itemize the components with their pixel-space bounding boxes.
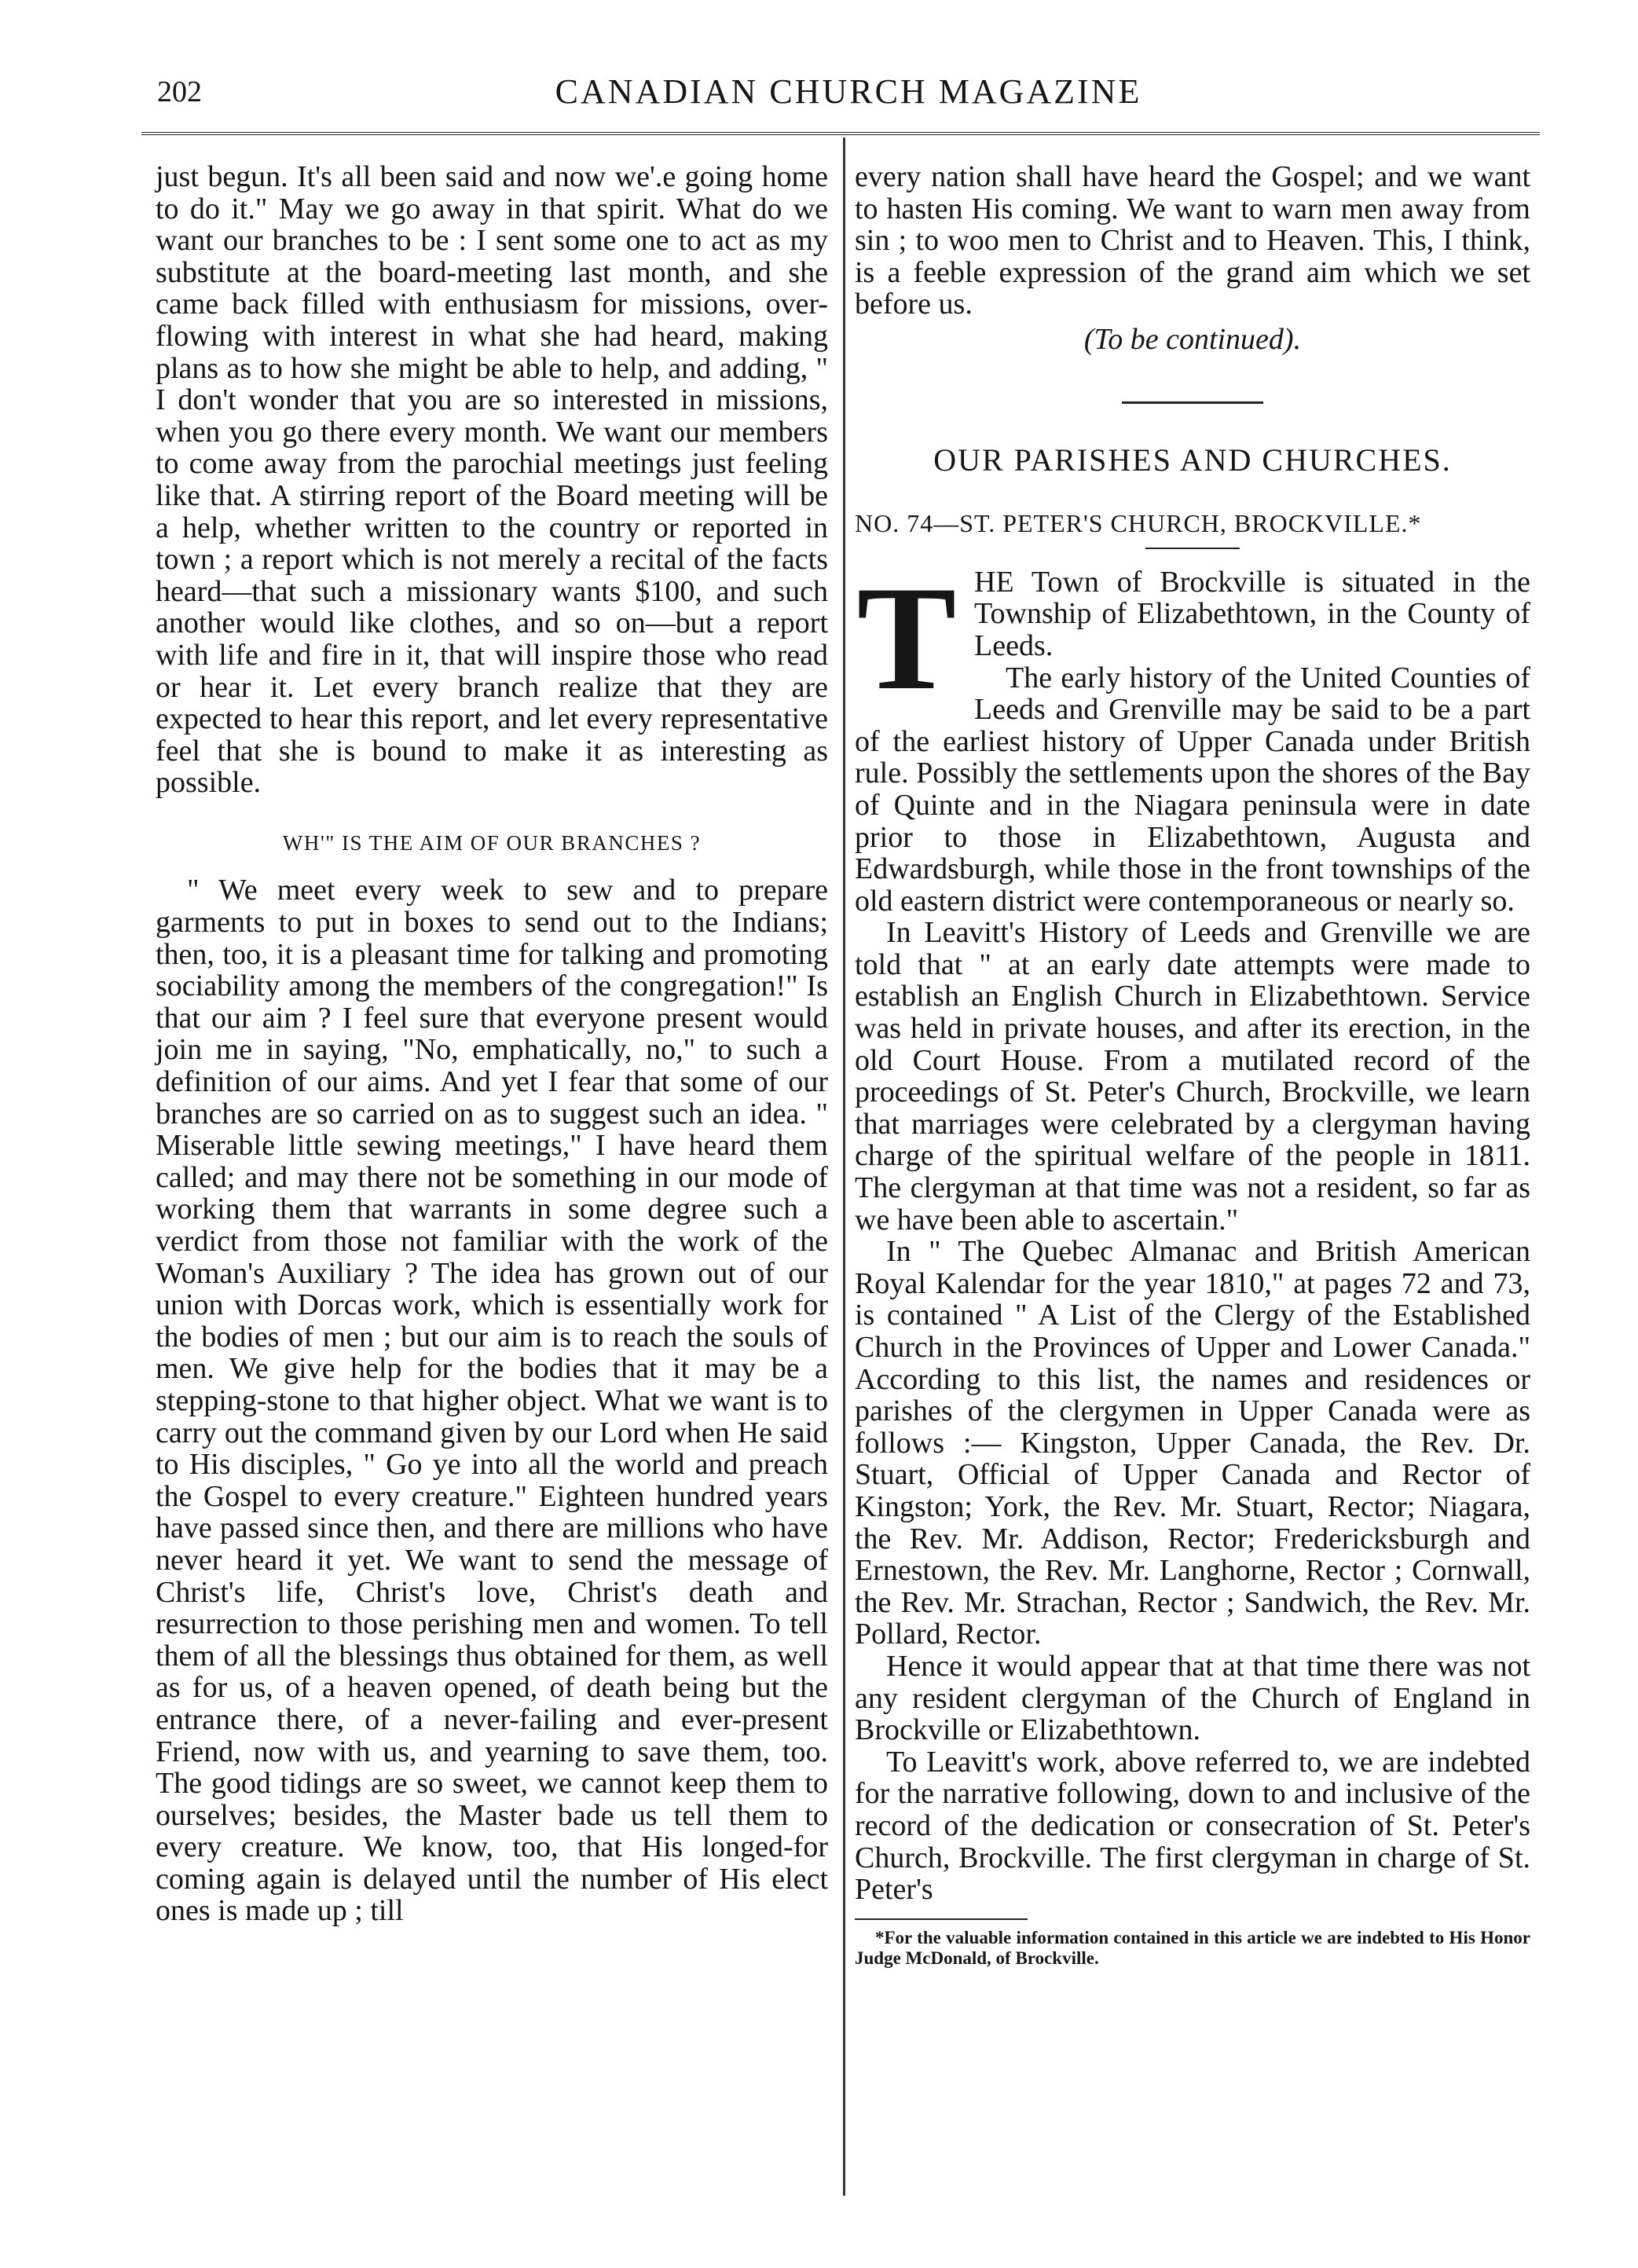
section-title-parishes: OUR PARISHES AND CHURCHES.: [933, 442, 1452, 478]
column-divider: [843, 137, 845, 2196]
article-number-heading: NO. 74—ST. PETER'S CHURCH, BROCKVILLE.*: [855, 509, 1422, 538]
section-heading-branches-aim: WH'" IS THE AIM OF OUR BRANCHES ?: [282, 830, 702, 855]
page-header: [157, 72, 1540, 130]
right-paragraph-3: The early history of the United Counties of Leeds and Grenville may be said to be a part of the earliest history of Upper Canada under British rule. Possibly the settlements upon the shores of the Bay of Quinte and in the Niagara peninsula were in date prior to those in Elizabethtown, Augusta and Edwardsburgh, while those in the front townships of the old eastern district were contemporaneous or nearly so.: [855, 661, 1530, 918]
right-column: [855, 161, 1530, 1969]
header-rule: [141, 132, 1540, 135]
footnote: *For the valuable information contained in this article we are indebted to His Honor Judge McDonald, of Brockville.: [855, 1927, 1530, 1968]
right-paragraph-5: In " The Quebec Almanac and British American Royal Kalendar for the year 1810," at pages 72 and 73, is contained " A List of the Clergy of the Established Church in the Provinces of Upper and Lower Canada." According to this list, the names and residences or parishes of the clergymen in Upper Canada were as follows :— Kingston, Upper Canada, the Rev. Dr. Stuart, Official of Upper Canada and Rector of Kingston; York, the Rev. Mr. Stuart, Rector; Niagara, the Rev. Mr. Addison, Rector; Fredericksburgh and Ernestown, the Rev. Mr. Langhorne, Rector ; Cornwall, the Rev. Mr. Strachan, Rector ; Sandwich, the Rev. Mr. Pollard, Rector.: [855, 1235, 1530, 1651]
article-heading-rule: [1145, 548, 1240, 549]
right-paragraph-7: To Leavitt's work, above referred to, we are indebted for the narrative following, down to and inclusive of the record of the dedication or consecration of St. Peter's Church, Brockville. The first clergyman in charge of St. Peter's: [855, 1745, 1530, 1907]
left-paragraph-2: " We meet every week to sew and to prepare garments to put in boxes to send out to the Indians; then, too, it is a pleasant time for talking and promoting sociability among the members of the congregation!" Is that our aim ? I feel sure that everyone present would join me in saying, "No, emphatically, no," to such a definition of our aims. And yet I fear that some of our branches are so carried on as to suggest such an idea. " Miserable little sewing meetings," I have heard them called; and may there not be something in our mode of working them that warrants in some degree such a verdict from those not familiar with the work of the Woman's Auxiliary ? The idea has grown out of our union with Dorcas work, which is essentially work for the bodies of men ; but our aim is to reach the souls of men. We give help for the bodies that it may be a stepping-stone to that higher object. What we want is to carry out the command given by our Lord when He said to His disciples, " Go ye into all the world and preach the Gospel to every creature." Eighteen hundred years have passed since then, and there are millions who have never heard it yet. We want to send the message of Christ's life, Christ's love, Christ's death and resurrection to those perishing men and women. To tell them of all the blessings thus obtained for them, as well as for us, of a heaven opened, of death being but the entrance there, of a never-failing and ever-present Friend, now with us, and yearning to save them, too. The good tidings are so sweet, we cannot keep them to ourselves; besides, the Master bade us tell them to every creature. We know, too, that His longed-for coming again is delayed until the number of His elect ones is made up ; till: [156, 874, 828, 1928]
right-paragraph-1: every nation shall have heard the Gospel; and we want to hasten His coming. We want to warn men away from sin ; to woo men to Christ and to Heaven. This, I think, is a feeble expression of the grand aim which we set before us.: [855, 160, 1530, 321]
magazine-title: CANADIAN CHURCH MAGAZINE: [555, 72, 1142, 111]
opening-paragraph-text: HE Town of Brockville is situated in the Township of Elizabethtown, in the County of Leeds.: [974, 565, 1530, 662]
opening-paragraph: [855, 555, 1530, 721]
to-be-continued-note: (To be continued).: [1083, 322, 1302, 356]
footnote-rule: [855, 1918, 1028, 1920]
dropcap-letter: T: [856, 555, 957, 721]
right-paragraph-6: Hence it would appear that at that time there was not any resident clergyman of the Church of England in Brockville or Elizabethtown.: [855, 1649, 1530, 1747]
left-column: [156, 161, 828, 1927]
section-separator-rule: [1122, 401, 1263, 404]
right-paragraph-4: In Leavitt's History of Leeds and Grenville we are told that " at an early date attempts were made to establish an English Church in Elizabethtown. Service was held in private houses, and after its erection, in the old Court House. From a mutilated record of the proceedings of St. Peter's Church, Brockville, we learn that marriages were celebrated by a clergyman having charge of the spiritual welfare of the people in 1811. The clergyman at that time was not a resident, so far as we have been able to ascertain.": [855, 916, 1530, 1237]
page-number: 202: [157, 75, 202, 108]
left-paragraph-1: just begun. It's all been said and now we'.e going home to do it." May we go away in that spirit. What do we want our branches to be : I sent some one to act as my substitute at the board-meeting last month, and she came back filled with enthusiasm for missions, over-flowing with interest in what she had heard, making plans as to how she might be able to help, and adding, " I don't wonder that you are so interested in missions, when you go there every month. We want our members to come away from the parochial meetings just feeling like that. A stirring report of the Board meeting will be a help, whether written to the country or reported in town ; a report which is not merely a recital of the facts heard—that such a missionary wants $100, and such another would like clothes, and so on—but a report with life and fire in it, that will inspire those who read or hear it. Let every branch realize that they are expected to hear this report, and let every representative feel that she is bound to make it as interesting as possible.: [156, 160, 828, 800]
